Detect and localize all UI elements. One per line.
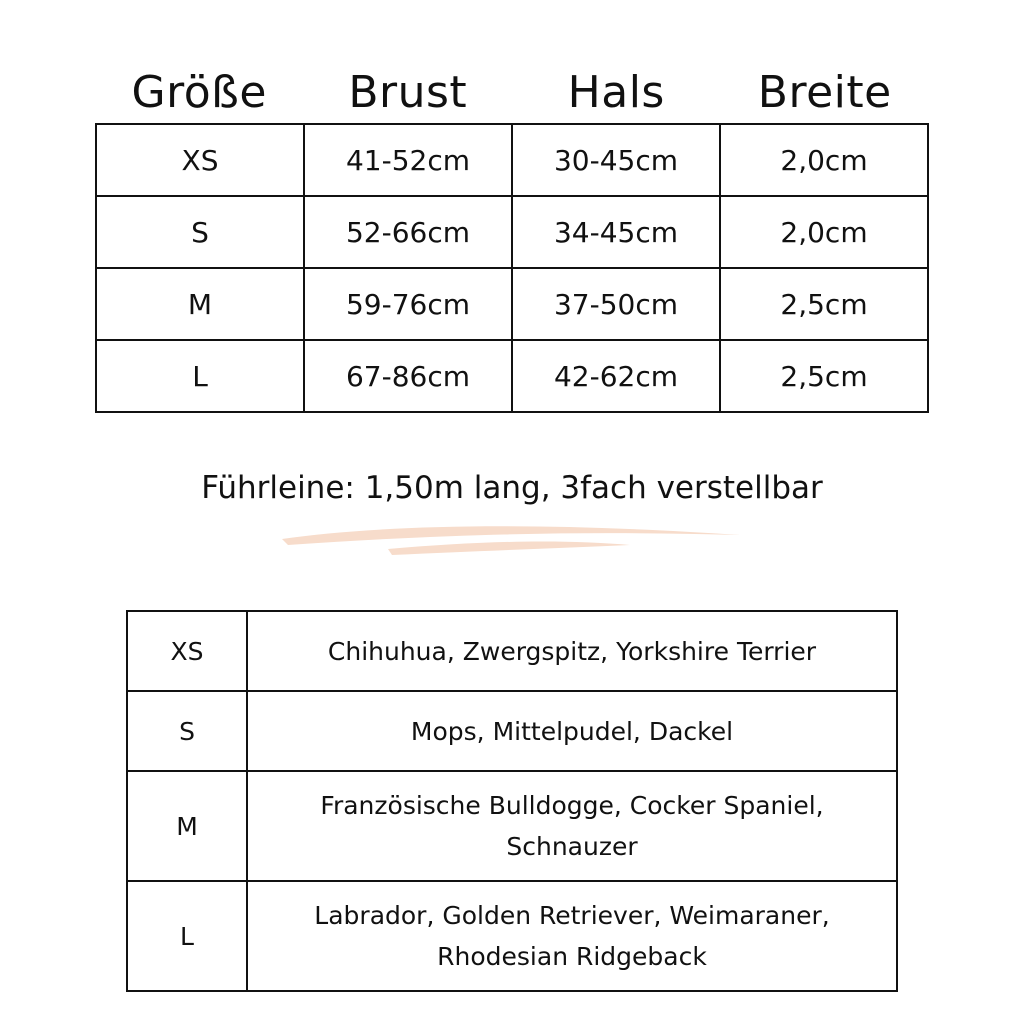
table-row (127, 611, 897, 691)
size-cell: S (127, 691, 247, 771)
size-cell: L (127, 881, 247, 991)
header-groesse: Größe (131, 66, 267, 118)
table-row (96, 268, 928, 340)
brust-cell: 41-52cm (304, 124, 512, 196)
hals-cell: 37-50cm (512, 268, 720, 340)
brust-cell: 52-66cm (304, 196, 512, 268)
brust-cell: 59-76cm (304, 268, 512, 340)
size-table (95, 123, 929, 413)
hals-cell: 30-45cm (512, 124, 720, 196)
brush-stroke-decoration (270, 515, 750, 565)
breeds-line: Labrador, Golden Retriever, Weimaraner, (314, 901, 830, 930)
header-breite: Breite (757, 66, 892, 118)
table-row (127, 881, 897, 991)
size-cell: L (96, 340, 304, 412)
breite-cell: 2,5cm (720, 268, 928, 340)
table-row (96, 124, 928, 196)
breeds-cell (247, 611, 897, 691)
size-cell: XS (127, 611, 247, 691)
breite-cell: 2,0cm (720, 196, 928, 268)
hals-cell: 42-62cm (512, 340, 720, 412)
brust-cell: 67-86cm (304, 340, 512, 412)
breeds-cell (247, 771, 897, 881)
table-row (127, 691, 897, 771)
table-row (96, 340, 928, 412)
breeds-line: Schnauzer (506, 832, 638, 861)
breeds-cell (247, 691, 897, 771)
breeds-line: Französische Bulldogge, Cocker Spaniel, (320, 791, 824, 820)
size-cell: XS (96, 124, 304, 196)
hals-cell: 34-45cm (512, 196, 720, 268)
breed-table (126, 610, 898, 992)
header-brust: Brust (348, 66, 468, 118)
breite-cell: 2,0cm (720, 124, 928, 196)
table-row (96, 196, 928, 268)
size-cell: M (127, 771, 247, 881)
size-cell: M (96, 268, 304, 340)
breeds-line: Mops, Mittelpudel, Dackel (410, 716, 734, 746)
size-cell: S (96, 196, 304, 268)
header-hals: Hals (567, 66, 665, 118)
size-table-header-row (95, 60, 929, 124)
breeds-cell (247, 881, 897, 991)
breeds-line: Chihuhua, Zwergspitz, Yorkshire Terrier (327, 636, 817, 666)
brush-stroke-lower (388, 542, 630, 555)
table-row (127, 771, 897, 881)
breeds-line: Rhodesian Ridgeback (437, 942, 707, 971)
leash-note: Führleine: 1,50m lang, 3fach verstellbar (201, 470, 823, 506)
breite-cell: 2,5cm (720, 340, 928, 412)
